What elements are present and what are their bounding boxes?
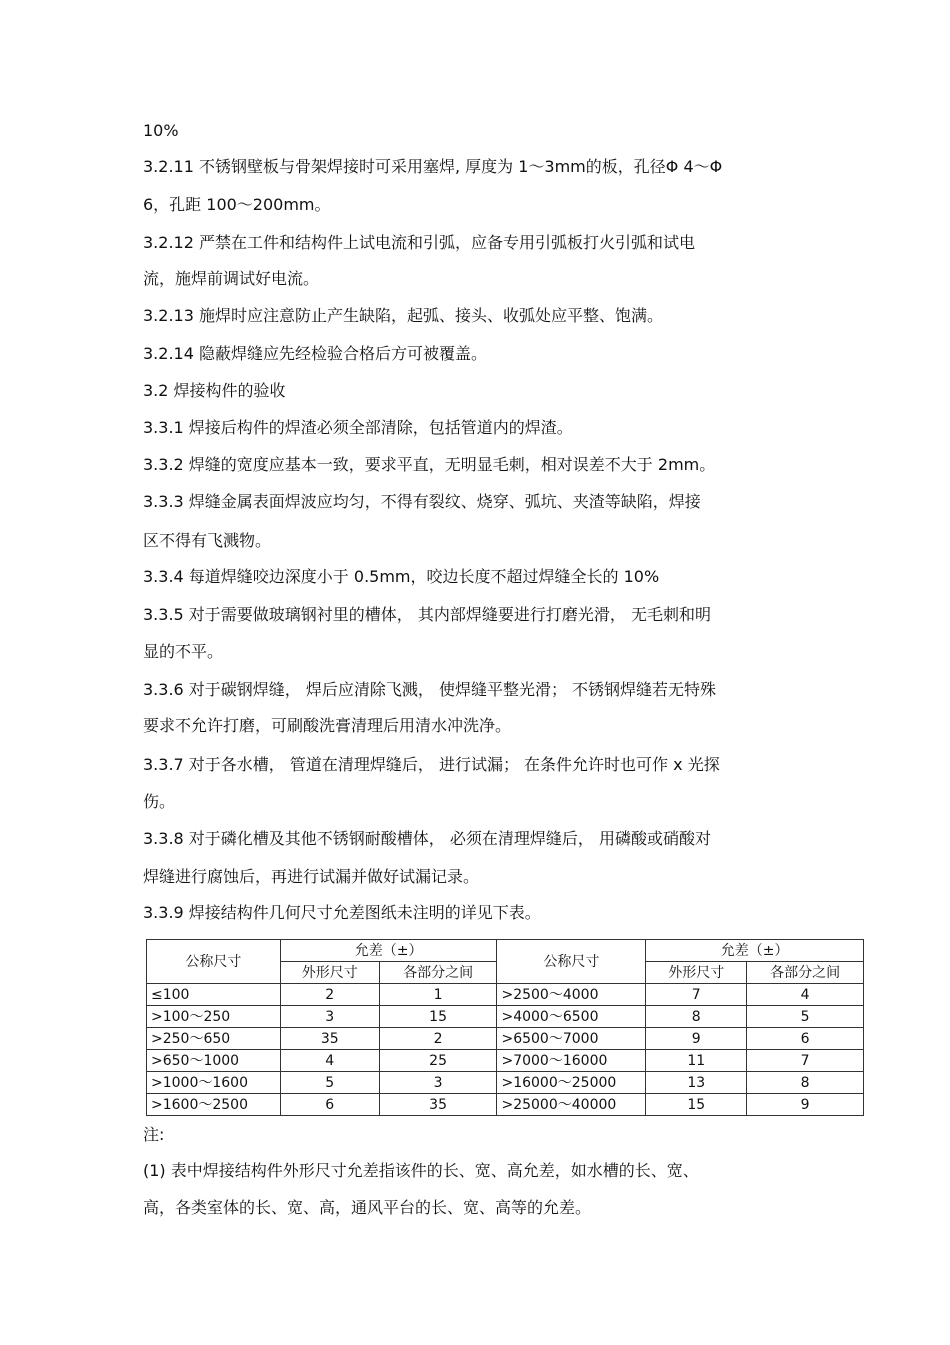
cell-parts: 5 [747, 1006, 864, 1028]
cell-parts: 1 [379, 984, 497, 1006]
cell-outer: 7 [646, 984, 747, 1006]
header-tolerance-2: 允差（±） [646, 940, 864, 962]
cell-parts: 8 [747, 1072, 864, 1094]
text-line-10: 3.3.2 焊缝的宽度应基本一致，要求平直，无明显毛刺，相对误差不大于 2mm。 [143, 455, 716, 474]
text-line-14: 3.3.5 对于需要做玻璃钢衬里的槽体， 其内部焊缝要进行打磨光滑， 无毛刺和明 [143, 605, 711, 624]
header-outer-size-2: 外形尺寸 [646, 962, 747, 984]
text-line-21: 焊缝进行腐蚀后，再进行试漏并做好试漏记录。 [143, 867, 480, 886]
text-line-2: 3.2.11 不锈钢壁板与骨架焊接时可采用塞焊, 厚度为 1～3mm的板，孔径Φ 4～Φ [143, 157, 723, 176]
cell-parts: 25 [379, 1050, 497, 1072]
cell-range: >7000～16000 [497, 1050, 646, 1072]
cell-outer: 13 [646, 1072, 747, 1094]
table-row [147, 1028, 864, 1050]
text-line-12: 区不得有飞溅物。 [143, 531, 272, 550]
cell-parts: 35 [379, 1094, 497, 1116]
table-row [147, 984, 864, 1006]
cell-range: >250～650 [147, 1028, 281, 1050]
cell-parts: 6 [747, 1028, 864, 1050]
cell-parts: 3 [379, 1072, 497, 1094]
cell-outer: 35 [280, 1028, 379, 1050]
text-line-22: 3.3.9 焊接结构件几何尺寸允差图纸未注明的详见下表。 [143, 903, 541, 922]
text-line-17: 要求不允许打磨，可刷酸洗膏清理后用清水冲洗净。 [143, 716, 512, 735]
tolerance-table [146, 939, 864, 1116]
cell-outer: 3 [280, 1006, 379, 1028]
text-line-19: 伤。 [143, 792, 176, 811]
cell-range: >650～1000 [147, 1050, 281, 1072]
text-line-15: 显的不平。 [143, 642, 224, 661]
header-between-parts: 各部分之间 [379, 962, 497, 984]
text-line-3: 6，孔距 100～200mm。 [143, 195, 331, 214]
cell-outer: 2 [280, 984, 379, 1006]
header-outer-size: 外形尺寸 [280, 962, 379, 984]
table-header-row [147, 940, 864, 962]
cell-range: >4000～6500 [497, 1006, 646, 1028]
text-line-1: 10% [143, 121, 179, 140]
cell-range: >1600～2500 [147, 1094, 281, 1116]
table-row [147, 1072, 864, 1094]
cell-range: >6500～7000 [497, 1028, 646, 1050]
text-line-20: 3.3.8 对于磷化槽及其他不锈钢耐酸槽体， 必须在清理焊缝后， 用磷酸或硝酸对 [143, 829, 711, 848]
table-row [147, 1050, 864, 1072]
cell-outer: 5 [280, 1072, 379, 1094]
header-tolerance: 允差（±） [280, 940, 497, 962]
note-line-2: 高，各类室体的长、宽、高，通风平台的长、宽、高等的允差。 [143, 1198, 592, 1217]
cell-outer: 6 [280, 1094, 379, 1116]
text-line-18: 3.3.7 对于各水槽， 管道在清理焊缝后， 进行试漏； 在条件允许时也可作 x 光探 [143, 755, 720, 774]
table-row [147, 1006, 864, 1028]
cell-parts: 2 [379, 1028, 497, 1050]
text-line-4: 3.2.12 严禁在工件和结构件上试电流和引弧，应备专用引弧板打火引弧和试电 [143, 233, 695, 252]
note-line-1: (1) 表中焊接结构件外形尺寸允差指该件的长、宽、高允差，如水槽的长、宽、 [143, 1161, 699, 1180]
cell-outer: 8 [646, 1006, 747, 1028]
cell-range: >2500～4000 [497, 984, 646, 1006]
note-label: 注: [143, 1125, 165, 1144]
header-between-parts-2: 各部分之间 [747, 962, 864, 984]
header-nominal-size: 公称尺寸 [147, 940, 281, 984]
text-line-13: 3.3.4 每道焊缝咬边深度小于 0.5mm，咬边长度不超过焊缝全长的 10% [143, 567, 660, 586]
text-line-11: 3.3.3 焊缝金属表面焊波应均匀，不得有裂纹、烧穿、弧坑、夹渣等缺陷，焊接 [143, 492, 701, 511]
cell-parts: 7 [747, 1050, 864, 1072]
text-line-7: 3.2.14 隐蔽焊缝应先经检验合格后方可被覆盖。 [143, 344, 487, 363]
header-nominal-size-2: 公称尺寸 [497, 940, 646, 984]
cell-parts: 4 [747, 984, 864, 1006]
cell-range: >25000～40000 [497, 1094, 646, 1116]
cell-range: >16000～25000 [497, 1072, 646, 1094]
text-line-9: 3.3.1 焊接后构件的焊渣必须全部清除，包括管道内的焊渣。 [143, 418, 573, 437]
cell-outer: 9 [646, 1028, 747, 1050]
table-row [147, 1094, 864, 1116]
cell-range: >1000～1600 [147, 1072, 281, 1094]
cell-outer: 4 [280, 1050, 379, 1072]
cell-parts: 15 [379, 1006, 497, 1028]
text-line-6: 3.2.13 施焊时应注意防止产生缺陷，起弧、接头、收弧处应平整、饱满。 [143, 306, 663, 325]
cell-outer: 15 [646, 1094, 747, 1116]
cell-range: >100～250 [147, 1006, 281, 1028]
section-heading: 3.2 焊接构件的验收 [143, 381, 286, 400]
cell-outer: 11 [646, 1050, 747, 1072]
text-line-16: 3.3.6 对于碳钢焊缝， 焊后应清除飞溅， 使焊缝平整光滑； 不锈钢焊缝若无特殊 [143, 680, 717, 699]
cell-range: ≤100 [147, 984, 281, 1006]
text-line-5: 流，施焊前调试好电流。 [143, 269, 320, 288]
cell-parts: 9 [747, 1094, 864, 1116]
